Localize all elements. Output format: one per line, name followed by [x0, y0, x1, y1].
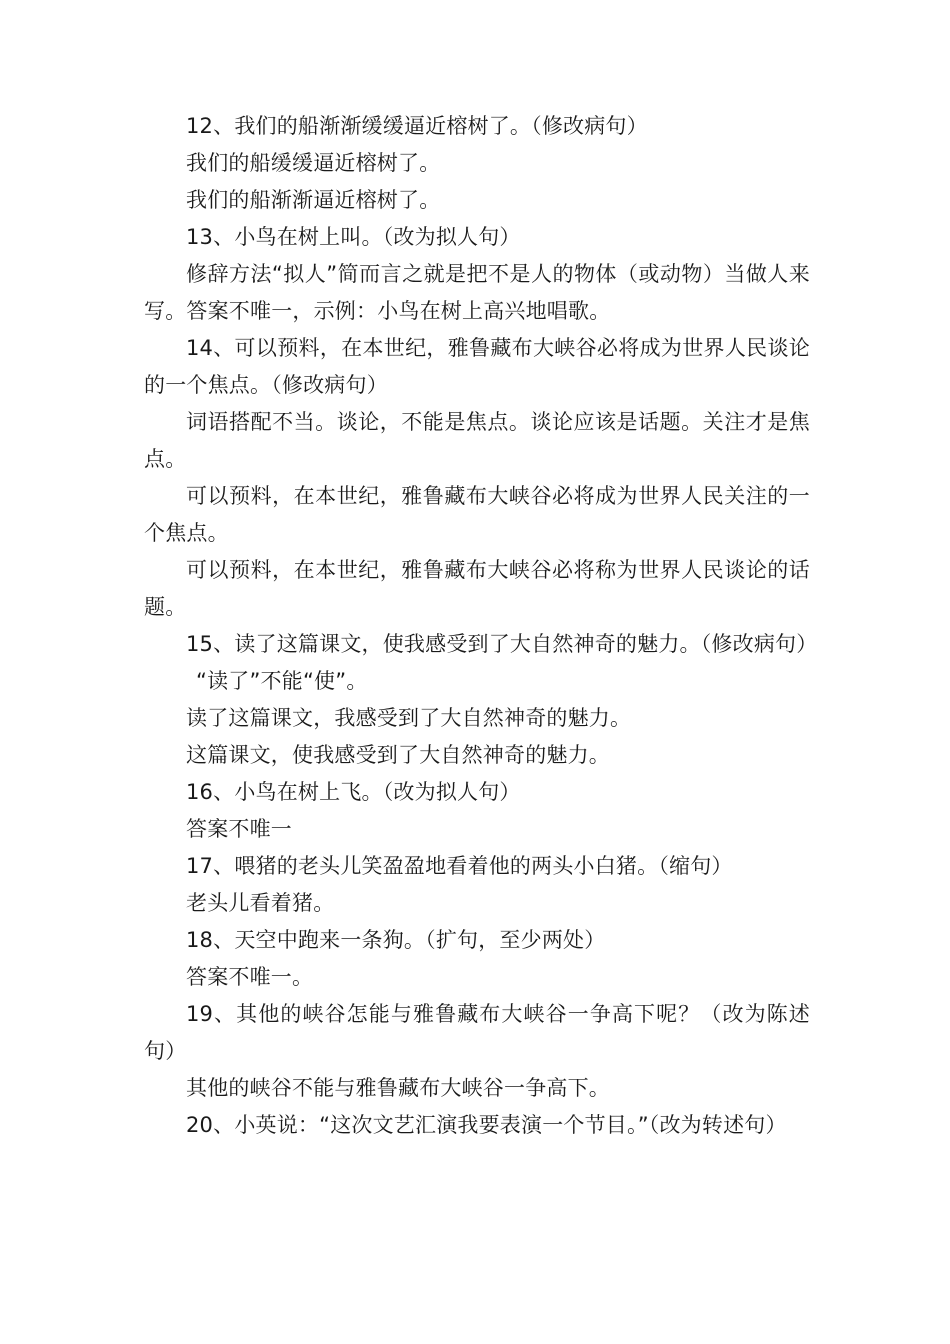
answer-15-b: 这篇课文，使我感受到了大自然神奇的魅力。	[186, 743, 610, 767]
question-15: 15、读了这篇课文，使我感受到了大自然神奇的魅力。（修改病句）	[186, 632, 818, 656]
explanation-14: 词语搭配不当。谈论，不能是焦点。谈论应该是话题。关注才是焦点。	[144, 410, 810, 471]
answer-12-b: 我们的船渐渐逼近榕树了。	[186, 188, 441, 212]
answer-12-a: 我们的船缓缓逼近榕树了。	[186, 151, 441, 175]
answer-16: 答案不唯一	[186, 817, 292, 841]
answer-13: 修辞方法“拟人”简而言之就是把不是人的物体（或动物）当做人来写。答案不唯一，示例：小鸟在树上高兴地唱歌。	[144, 262, 810, 323]
explanation-15: “读了”不能“使”。	[196, 669, 368, 693]
question-17: 17、喂猪的老头儿笑盈盈地看着他的两头小白猪。（缩句）	[186, 854, 733, 878]
document-body	[144, 108, 818, 1144]
question-19: 19、其他的峡谷怎能与雅鲁藏布大峡谷一争高下呢？（改为陈述句）	[144, 1002, 810, 1063]
answer-15-a: 读了这篇课文，我感受到了大自然神奇的魅力。	[186, 706, 632, 730]
question-16: 16、小鸟在树上飞。（改为拟人句）	[186, 780, 521, 804]
answer-17: 老头儿看着猪。	[186, 891, 335, 915]
answer-14-a: 可以预料，在本世纪，雅鲁藏布大峡谷必将成为世界人民关注的一个焦点。	[144, 484, 810, 545]
question-20: 20、小英说：“这次文艺汇演我要表演一个节目。”（改为转述句）	[186, 1113, 787, 1137]
answer-19: 其他的峡谷不能与雅鲁藏布大峡谷一争高下。	[186, 1076, 610, 1100]
question-14: 14、可以预料，在本世纪，雅鲁藏布大峡谷必将成为世界人民谈论的一个焦点。（修改病句）	[144, 336, 810, 397]
question-13: 13、小鸟在树上叫。（改为拟人句）	[186, 225, 521, 249]
answer-14-b: 可以预料，在本世纪，雅鲁藏布大峡谷必将称为世界人民谈论的话题。	[144, 558, 810, 619]
answer-18: 答案不唯一。	[186, 965, 314, 989]
question-12: 12、我们的船渐渐缓缓逼近榕树了。（修改病句）	[186, 114, 648, 138]
question-18: 18、天空中跑来一条狗。（扩句，至少两处）	[186, 928, 606, 952]
